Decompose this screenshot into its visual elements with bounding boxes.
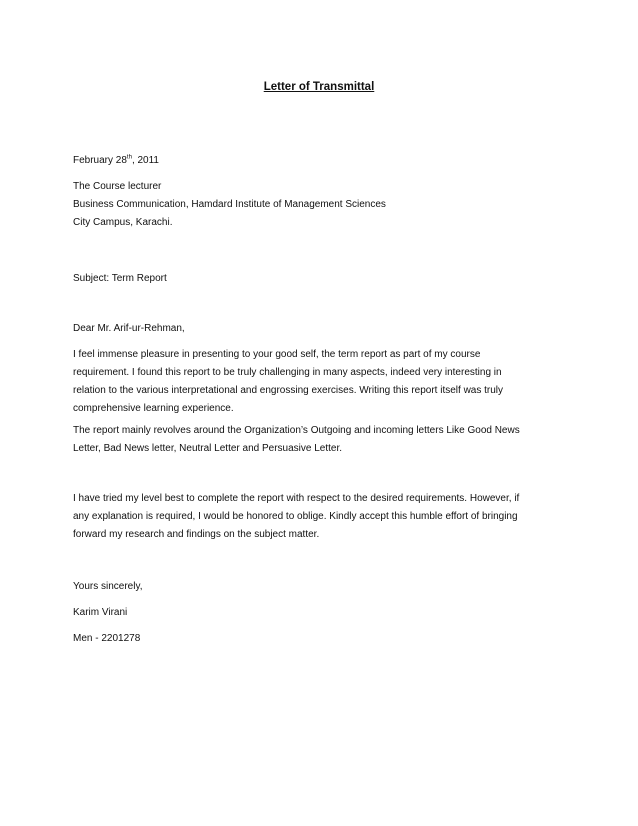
body-paragraph-3: [73, 490, 573, 544]
date-ordinal-suffix: th: [126, 154, 132, 161]
paragraph-line: comprehensive learning experience.: [73, 403, 234, 414]
recipient-line: The Course lecturer: [73, 181, 162, 192]
closing: Yours sincerely,: [73, 581, 143, 592]
paragraph-line: I have tried my level best to complete the report with respect to the desired requirements. However, if: [73, 493, 520, 504]
letter-date: [73, 152, 573, 170]
paragraph-line: I feel immense pleasure in presenting to your good self, the term report as part of my course: [73, 349, 481, 360]
body-paragraph-2: [73, 422, 573, 458]
body-paragraph-1: [73, 346, 573, 418]
salutation: Dear Mr. Arif-ur-Rehman,: [73, 323, 185, 334]
signer-id: Men - 2201278: [73, 633, 141, 644]
date-year: , 2011: [131, 155, 159, 166]
paragraph-line: relation to the various interpretational and engrossing exercises. Writing this report itself was truly: [73, 385, 504, 396]
paragraph-line: Letter, Bad News letter, Neutral Letter and Persuasive Letter.: [73, 443, 343, 454]
recipient-address: [73, 178, 573, 232]
date-month-day: February 28: [73, 155, 127, 166]
paragraph-line: requirement. I found this report to be truly challenging in many aspects, indeed very interesting in: [73, 367, 502, 378]
paragraph-line: The report mainly revolves around the Organization’s Outgoing and incoming letters Like Good News: [73, 425, 520, 436]
recipient-line: Business Communication, Hamdard Institute of Management Sciences: [73, 199, 386, 210]
subject-line: Subject: Term Report: [73, 273, 167, 284]
recipient-line: City Campus, Karachi.: [73, 217, 173, 228]
signer-name: Karim Virani: [73, 607, 128, 618]
letter-title: Letter of Transmittal: [263, 81, 375, 93]
paragraph-line: any explanation is required, I would be honored to oblige. Kindly accept this humble effort of bringing: [73, 511, 518, 522]
paragraph-line: forward my research and findings on the subject matter.: [73, 529, 320, 540]
